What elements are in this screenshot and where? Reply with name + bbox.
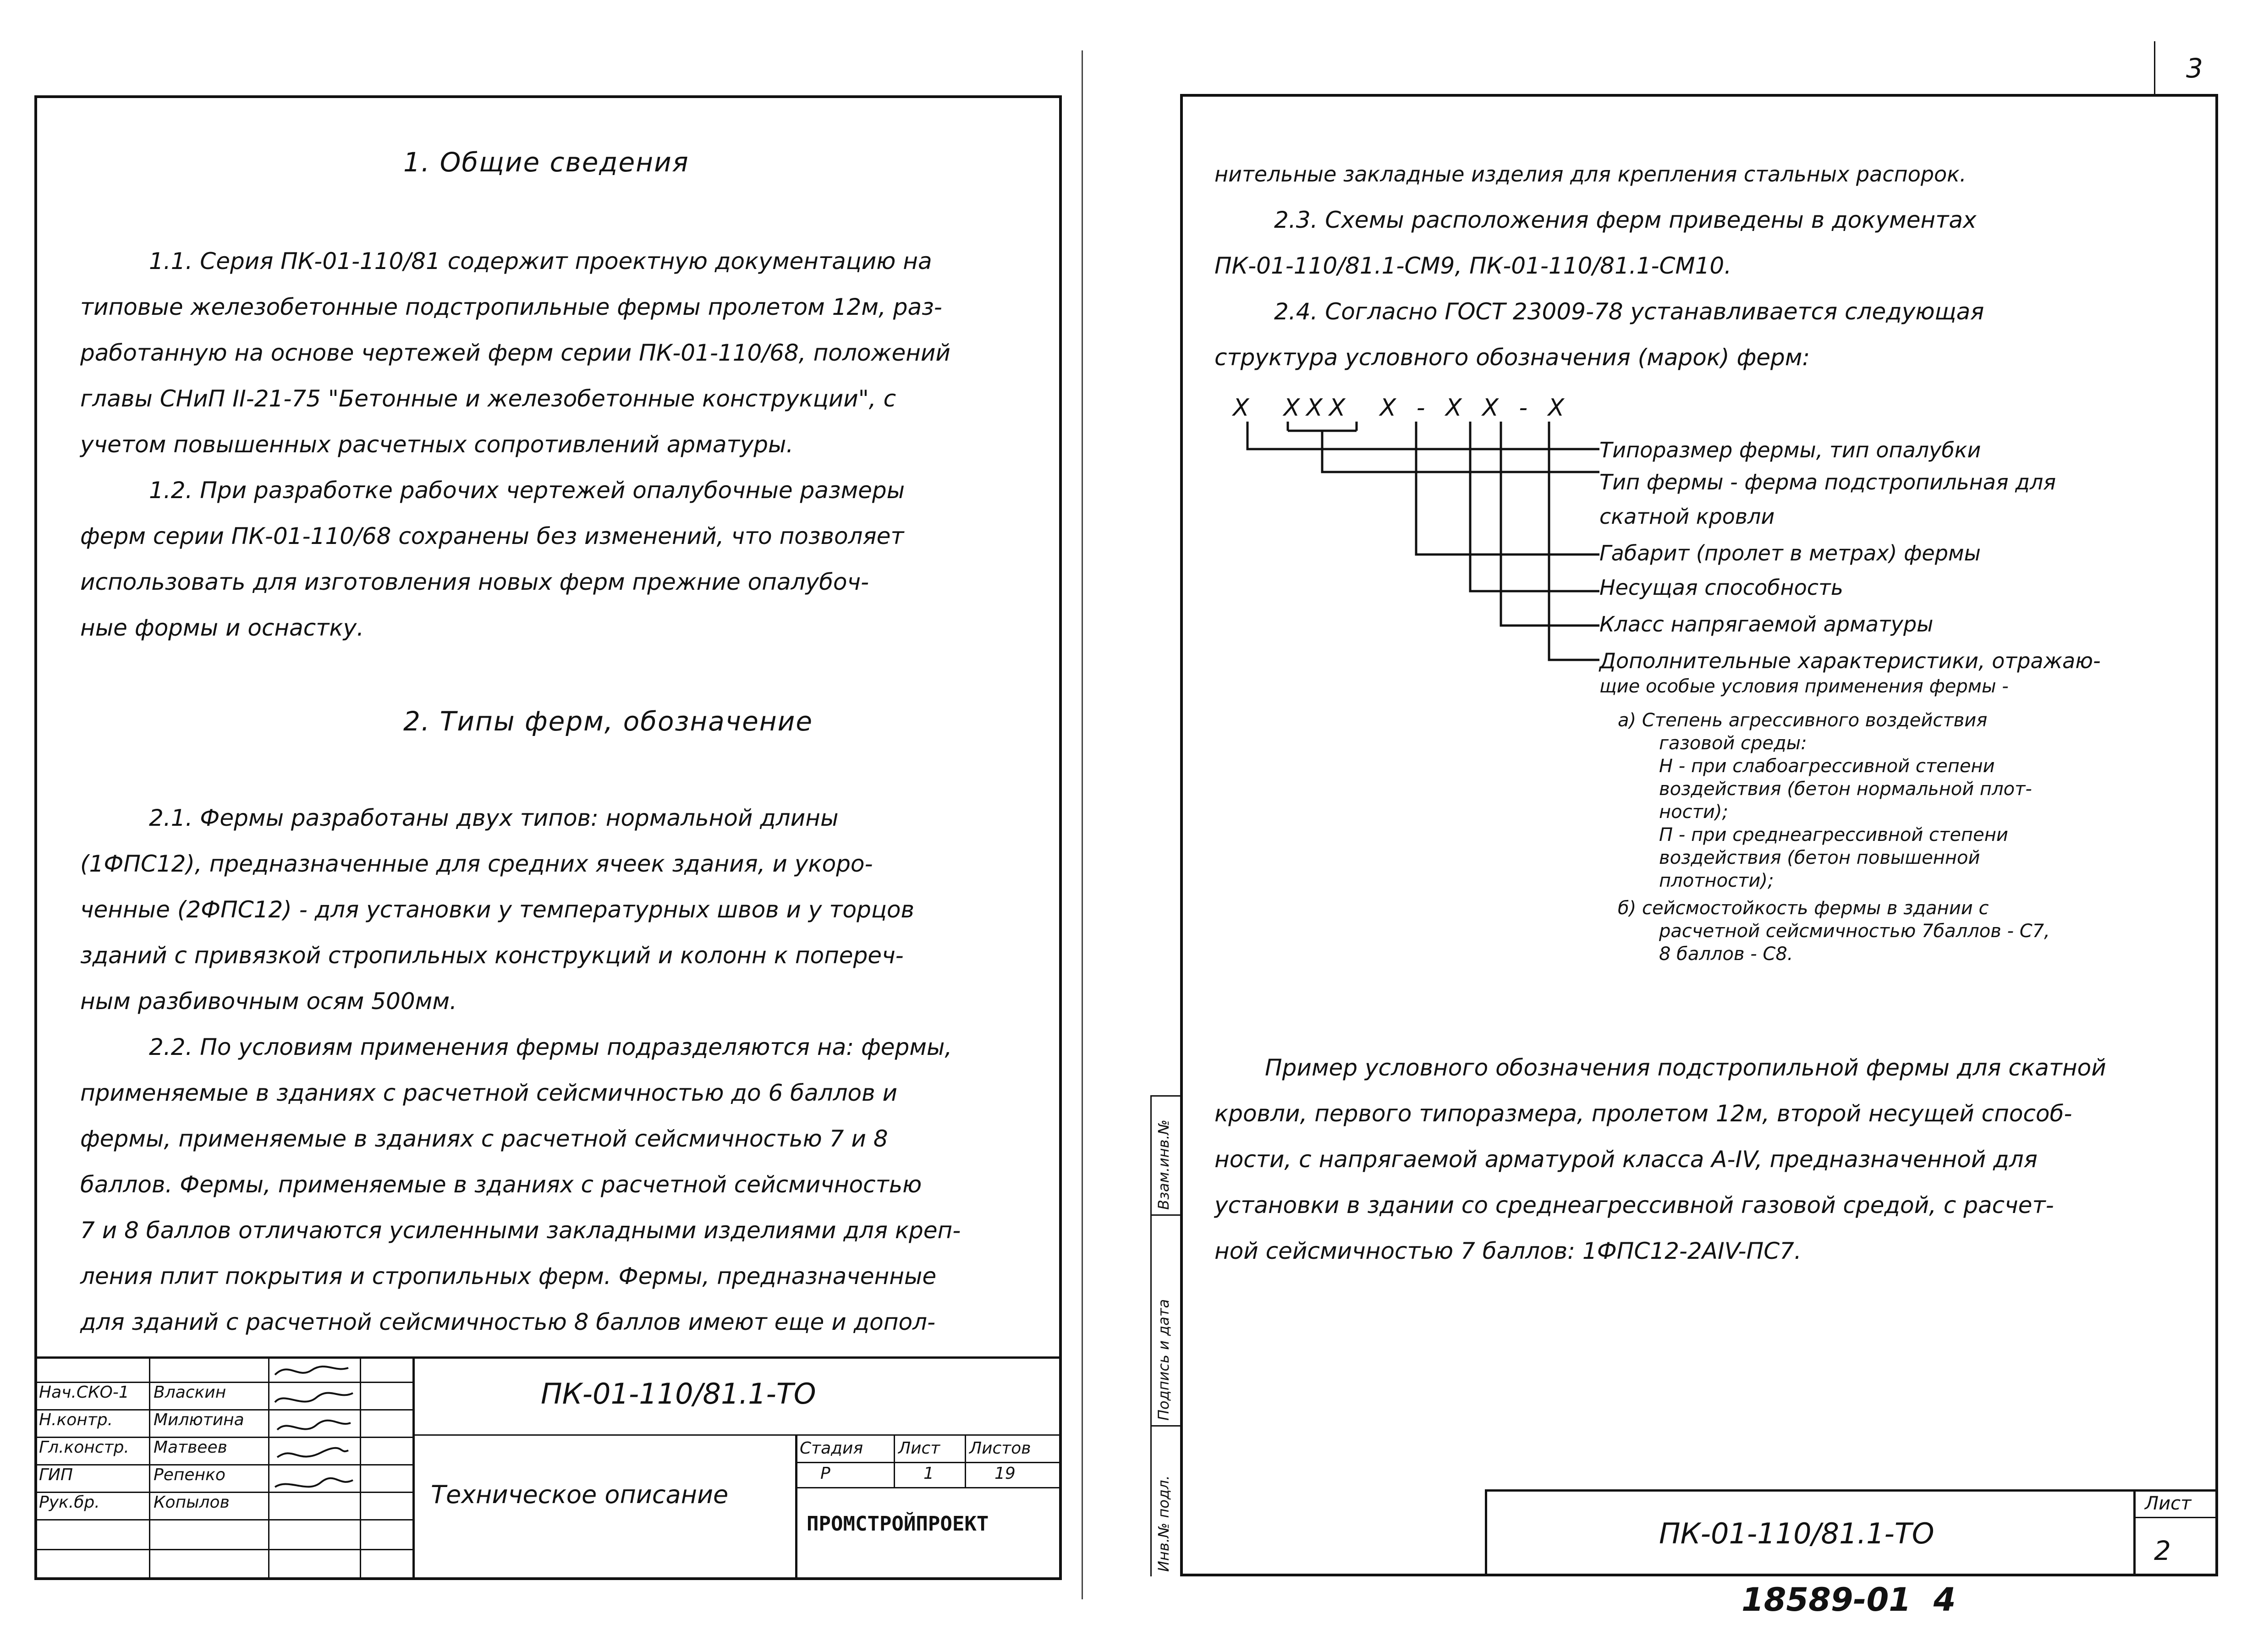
text-line: нительные закладные изделия для крепления стальных распорок.	[1214, 162, 1967, 187]
stamp-name: Милютина	[154, 1411, 244, 1429]
stamp-stage-value: Р	[820, 1464, 830, 1483]
stamp-role: Гл.констр.	[39, 1438, 129, 1457]
page-number-box-line	[2154, 41, 2155, 96]
text-line: для зданий с расчетной сейсмичностью 8 баллов имеют еще и допол-	[80, 1309, 936, 1335]
struct-label: щие особые условия применения фермы -	[1599, 676, 2009, 697]
struct-label: скатной кровли	[1599, 504, 1775, 529]
text-line: работанную на основе чертежей ферм серии ПК-01-110/68, положений	[80, 340, 950, 366]
sub-item: Н - при слабоагрессивной степени	[1659, 756, 1995, 777]
signatures-image	[270, 1359, 357, 1519]
stamp-doc-title: Техническое описание	[431, 1480, 729, 1509]
stamp-sheets-header: Листов	[969, 1439, 1031, 1458]
text-line: 2.4. Согласно ГОСТ 23009-78 устанавливается следующая	[1274, 298, 1984, 325]
struct-label: Типоразмер фермы, тип опалубки	[1599, 438, 1981, 462]
sub-item: воздействия (бетон повышенной	[1659, 847, 1980, 868]
text-line: использовать для изготовления новых ферм прежние опалубоч-	[80, 569, 869, 595]
stamp-name: Копылов	[154, 1493, 230, 1512]
text-line: 2.2. По условиям применения фермы подразделяются на: фермы,	[149, 1034, 952, 1060]
stamp-role: Нач.СКО-1	[39, 1383, 129, 1402]
text-line: 7 и 8 баллов отличаются усиленными закладными изделиями для креп-	[80, 1217, 961, 1244]
text-line: установки в здании со среднеагрессивной газовой средой, с расчет-	[1214, 1192, 2054, 1218]
example-block	[1214, 1045, 2204, 1274]
page-divider	[1082, 50, 1083, 1599]
page-number-top: 3	[2186, 53, 2203, 84]
structure-leader-lines	[1237, 422, 1604, 669]
structure-code: Х ХХХ Х - Х Х - Х	[1233, 394, 1571, 422]
sub-item: 8 баллов - С8.	[1659, 944, 1793, 965]
text-line: главы СНиП II-21-75 "Бетонные и железобетонные конструкции", с	[80, 385, 896, 412]
text-line: применяемые в зданиях с расчетной сейсмичностью до 6 баллов и	[80, 1080, 897, 1106]
text-line: типовые железобетонные подстропильные фермы пролетом 12м, раз-	[80, 294, 942, 320]
sub-item: б) сейсмостойкость фермы в здании с	[1618, 898, 1989, 919]
text-line: ченные (2ФПС12) - для установки у температурных швов и у торцов	[80, 896, 914, 923]
sub-item: а) Степень агрессивного воздействия	[1618, 710, 1988, 731]
text-line: ления плит покрытия и стропильных ферм. Фермы, предназначенные	[80, 1263, 937, 1290]
left-text-block-1	[80, 238, 1024, 651]
section-heading-general: 1. Общие сведения	[403, 147, 689, 178]
sub-item: ности);	[1659, 801, 1728, 823]
text-line: ным разбивочным осям 500мм.	[80, 988, 457, 1015]
text-line: ные формы и оснастку.	[80, 615, 364, 641]
text-line: фермы, применяемые в зданиях с расчетной сейсмичностью 7 и 8	[80, 1125, 888, 1152]
sub-item: расчетной сейсмичностью 7баллов - С7,	[1659, 921, 2050, 942]
text-line: ности, с напрягаемой арматурой класса А-IV, предназначенной для	[1214, 1146, 2038, 1173]
right-stamp-sheet-label: Лист	[2145, 1493, 2192, 1514]
sub-item: П - при среднеагрессивной степени	[1659, 824, 2008, 845]
side-label-inv: Инв.№ подл.	[1155, 1475, 1172, 1572]
stamp-name: Репенко	[154, 1465, 225, 1484]
text-line: кровли, первого типоразмера, пролетом 12м, второй несущей способ-	[1214, 1100, 2072, 1127]
text-line: (1ФПС12), предназначенные для средних ячеек здания, и укоро-	[80, 851, 873, 877]
side-label-replace: Взам.инв.№	[1155, 1120, 1172, 1210]
stamp-name: Матвеев	[154, 1438, 227, 1457]
stamp-code: ПК-01-110/81.1-ТО	[541, 1377, 816, 1411]
side-label-sign: Подпись и дата	[1155, 1299, 1172, 1421]
struct-label: Несущая способность	[1599, 575, 1843, 600]
text-line: 2.3. Схемы расположения ферм приведены в документах	[1274, 207, 1977, 233]
stamp-org: ПРОМСТРОЙПРОЕКТ	[807, 1512, 989, 1536]
stamp-sheet-value: 1	[923, 1464, 934, 1483]
text-line: 2.1. Фермы разработаны двух типов: нормальной длины	[149, 805, 839, 831]
text-line: 1.1. Серия ПК-01-110/81 содержит проектную документацию на	[149, 248, 932, 274]
right-stamp-code: ПК-01-110/81.1-ТО	[1659, 1517, 1934, 1550]
struct-label: Габарит (пролет в метрах) фермы	[1599, 541, 1981, 565]
section-heading-types: 2. Типы ферм, обозначение	[403, 706, 813, 737]
text-line: ПК-01-110/81.1-СМ9, ПК-01-110/81.1-СМ10.	[1214, 252, 1732, 279]
left-text-block-2	[80, 795, 1024, 1345]
text-line: ной сейсмичностью 7 баллов: 1ФПС12-2АIV-ПС7.	[1214, 1238, 1802, 1264]
stamp-role: Рук.бр.	[39, 1493, 100, 1512]
right-text-top	[1214, 151, 2200, 380]
text-line: зданий с привязкой стропильных конструкций и колонн к попереч-	[80, 942, 904, 969]
right-stamp-sheet-value: 2	[2154, 1535, 2171, 1566]
text-line: ферм серии ПК-01-110/68 сохранены без изменений, что позволяет	[80, 523, 904, 549]
stamp-stage-header: Стадия	[800, 1439, 863, 1458]
bottom-number: 18589-01 4	[1742, 1581, 1956, 1619]
text-line: баллов. Фермы, применяемые в зданиях с расчетной сейсмичностью	[80, 1171, 922, 1198]
struct-label: Дополнительные характеристики, отражаю-	[1599, 648, 2101, 673]
text-line: Пример условного обозначения подстропильной фермы для скатной	[1265, 1054, 2106, 1081]
struct-label: Тип фермы - ферма подстропильная для	[1599, 470, 2056, 494]
text-line: структура условного обозначения (марок) ферм:	[1214, 344, 1810, 371]
stamp-sheet-header: Лист	[898, 1439, 940, 1458]
text-line: учетом повышенных расчетных сопротивлений арматуры.	[80, 431, 794, 458]
stamp-role: ГИП	[39, 1465, 73, 1484]
sub-item: плотности);	[1659, 870, 1774, 891]
sub-item: газовой среды:	[1659, 733, 1807, 754]
stamp-sheets-value: 19	[994, 1464, 1016, 1483]
stamp-role: Н.контр.	[39, 1411, 113, 1429]
sub-item: воздействия (бетон нормальной плот-	[1659, 779, 2032, 800]
text-line: 1.2. При разработке рабочих чертежей опалубочные размеры	[149, 477, 905, 504]
stamp-name: Власкин	[154, 1383, 226, 1402]
struct-label: Класс напрягаемой арматуры	[1599, 612, 1934, 637]
